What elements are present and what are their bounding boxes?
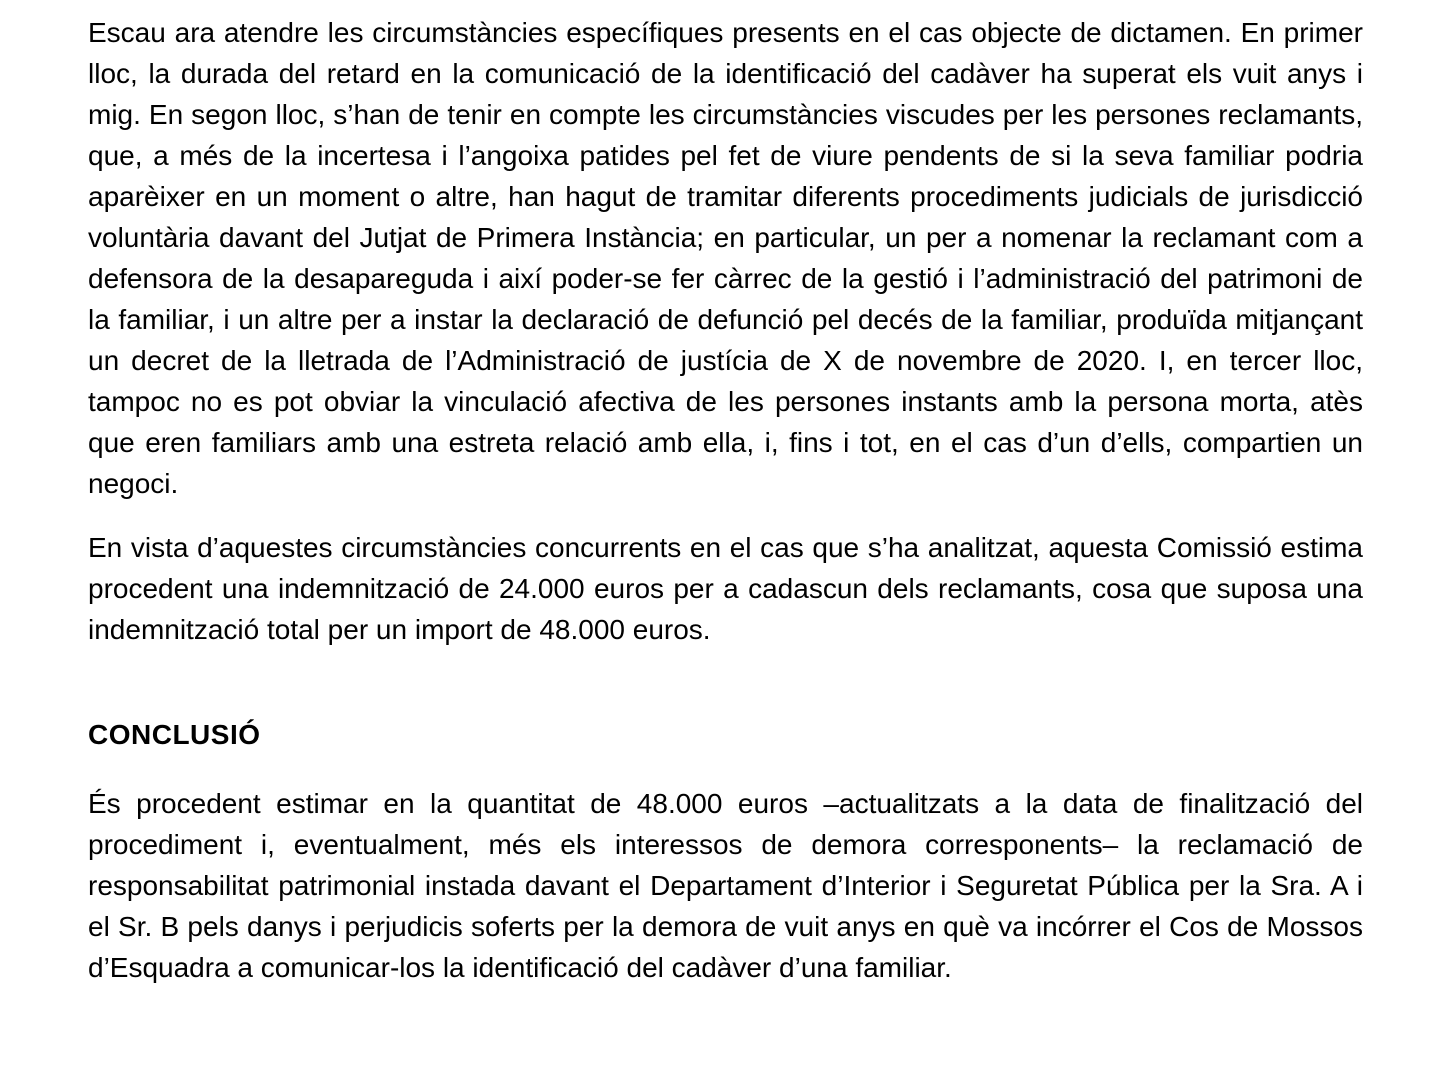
paragraph-circumstancies: Escau ara atendre les circumstàncies específiques presents en el cas objecte de dictamen. En primer lloc, la durada del retard en la comunicació de la identificació del cadàver ha superat els vuit anys i mig. En segon lloc, s’han de tenir en compte les circumstàncies viscudes per les persones reclamants, que, a més de la incertesa i l’angoixa patides pel fet de viure pendents de si la seva familiar podria aparèixer en un moment o altre, han hagut de tramitar diferents procediments judicials de jurisdicció voluntària davant del Jutjat de Primera Instància; en particular, un per a nomenar la reclamant com a defensora de la desapareguda i així poder-se fer càrrec de la gestió i l’administració del patrimoni de la familiar, i un altre per a instar la declaració de defunció pel decés de la familiar, produïda mitjançant un decret de la lletrada de l’Administració de justícia de X de novembre de 2020. I, en tercer lloc, tampoc no es pot obviar la vinculació afectiva de les persones instants amb la persona morta, atès que eren familiars amb una estreta relació amb ella, i, fins i tot, en el cas d’un d’ells, compartien un negoci. xyxy=(88,17,1363,499)
paragraph-indemnitzacio: En vista d’aquestes circumstàncies concurrents en el cas que s’ha analitzat, aquesta Comissió estima procedent una indemnització de 24.000 euros per a cadascun dels reclamants, cosa que suposa una indemnització total per un import de 48.000 euros. xyxy=(88,532,1363,645)
paragraph-conclusio: És procedent estimar en la quantitat de 48.000 euros –actualitzats a la data de finalització del procediment i, eventualment, més els interessos de demora corresponents– la reclamació de responsabilitat patrimonial instada davant el Departament d’Interior i Seguretat Pública per la Sra. A i el Sr. B pels danys i perjudicis soferts per la demora de vuit anys en què va incórrer el Cos de Mossos d’Esquadra a comunicar-los la identificació del cadàver d’una familiar. xyxy=(88,788,1363,983)
conclusion-heading: CONCLUSIÓ xyxy=(88,719,261,750)
